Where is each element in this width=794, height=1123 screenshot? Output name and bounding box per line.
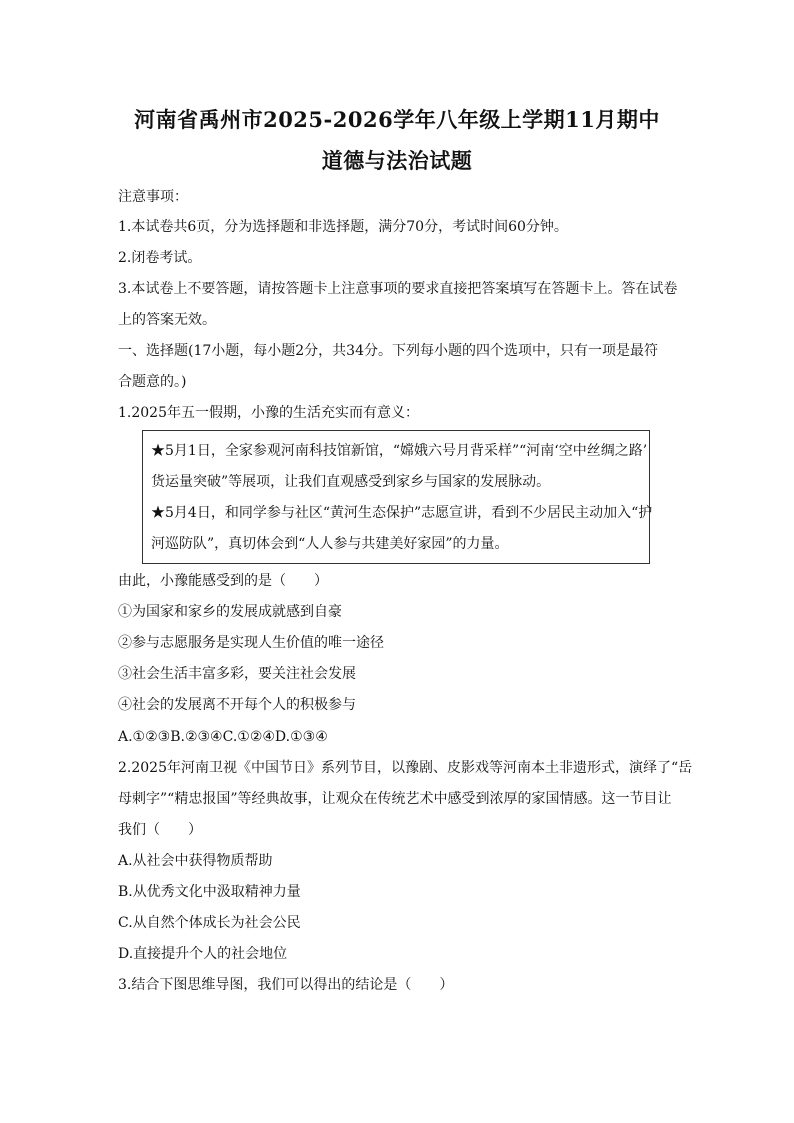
question-2-stem-line2: 母刺字”“精忠报国”等经典故事，让观众在传统艺术中感受到浓厚的家国情感。这一节目让 bbox=[118, 791, 672, 807]
question-1-option-2: ②参与志愿服务是实现人生价值的唯一途径 bbox=[118, 635, 384, 651]
question-1-option-4: ④社会的发展离不开每个人的积极参与 bbox=[118, 697, 356, 713]
material-line-4: 河巡防队”，真切体会到“人人参与共建美好家园”的力量。 bbox=[151, 536, 509, 552]
question-1-choices: A.①②③B.②③④C.①②④D.①③④ bbox=[118, 729, 328, 745]
question-2-choice-d: D.直接提升个人的社会地位 bbox=[118, 946, 288, 962]
section-heading-line1: 一、选择题(17小题，每小题2分，共34分。下列每小题的四个选项中，只有一项是最符 bbox=[118, 343, 658, 359]
question-2-choice-c: C.从自然个体成长为社会公民 bbox=[118, 915, 301, 931]
question-2-choice-b: B.从优秀文化中汲取精神力量 bbox=[118, 884, 301, 900]
exam-title: 河南省禹州市2025-2026学年八年级上学期11月期中 bbox=[134, 107, 660, 132]
question-3-stem: 3.结合下图思维导图，我们可以得出的结论是（ ） bbox=[118, 977, 454, 993]
note-item-3-line2: 上的答案无效。 bbox=[118, 312, 216, 328]
question-1-option-3: ③社会生活丰富多彩，要关注社会发展 bbox=[118, 666, 356, 682]
question-1-option-1: ①为国家和家乡的发展成就感到自豪 bbox=[118, 604, 342, 620]
section-heading-line2: 合题意的。) bbox=[118, 374, 187, 390]
question-1-stem: 1.2025年五一假期，小豫的生活充实而有意义： bbox=[118, 405, 419, 421]
exam-subtitle: 道德与法治试题 bbox=[321, 148, 473, 173]
question-2-choice-a: A.从社会中获得物质帮助 bbox=[118, 853, 273, 869]
question-2-stem-line1: 2.2025年河南卫视《中国节日》系列节目，以豫剧、皮影戏等河南本土非遗形式，演绎了“岳 bbox=[118, 760, 693, 776]
material-box bbox=[142, 430, 653, 564]
material-line-3: ★5月4日，和同学参与社区“黄河生态保护”志愿宣讲，看到不少居民主动加入“护 bbox=[151, 505, 653, 521]
question-1-prompt: 由此，小豫能感受到的是（ ） bbox=[118, 573, 328, 589]
note-item-2: 2.闭卷考试。 bbox=[118, 250, 202, 266]
notes-heading: 注意事项： bbox=[118, 189, 188, 205]
material-line-2: 货运量突破”等展项，让我们直观感受到家乡与国家的发展脉动。 bbox=[151, 474, 551, 490]
note-item-1: 1.本试卷共6页，分为选择题和非选择题，满分70分，考试时间60分钟。 bbox=[118, 219, 568, 235]
material-line-1: ★5月1日，全家参观河南科技馆新馆，“嫦娥六号月背采样”“河南‘空中丝绸之路’ bbox=[151, 443, 648, 459]
note-item-3-line1: 3.本试卷上不要答题，请按答题卡上注意事项的要求直接把答案填写在答题卡上。答在试卷 bbox=[118, 281, 678, 297]
question-2-stem-line3: 我们（ ） bbox=[118, 822, 202, 838]
